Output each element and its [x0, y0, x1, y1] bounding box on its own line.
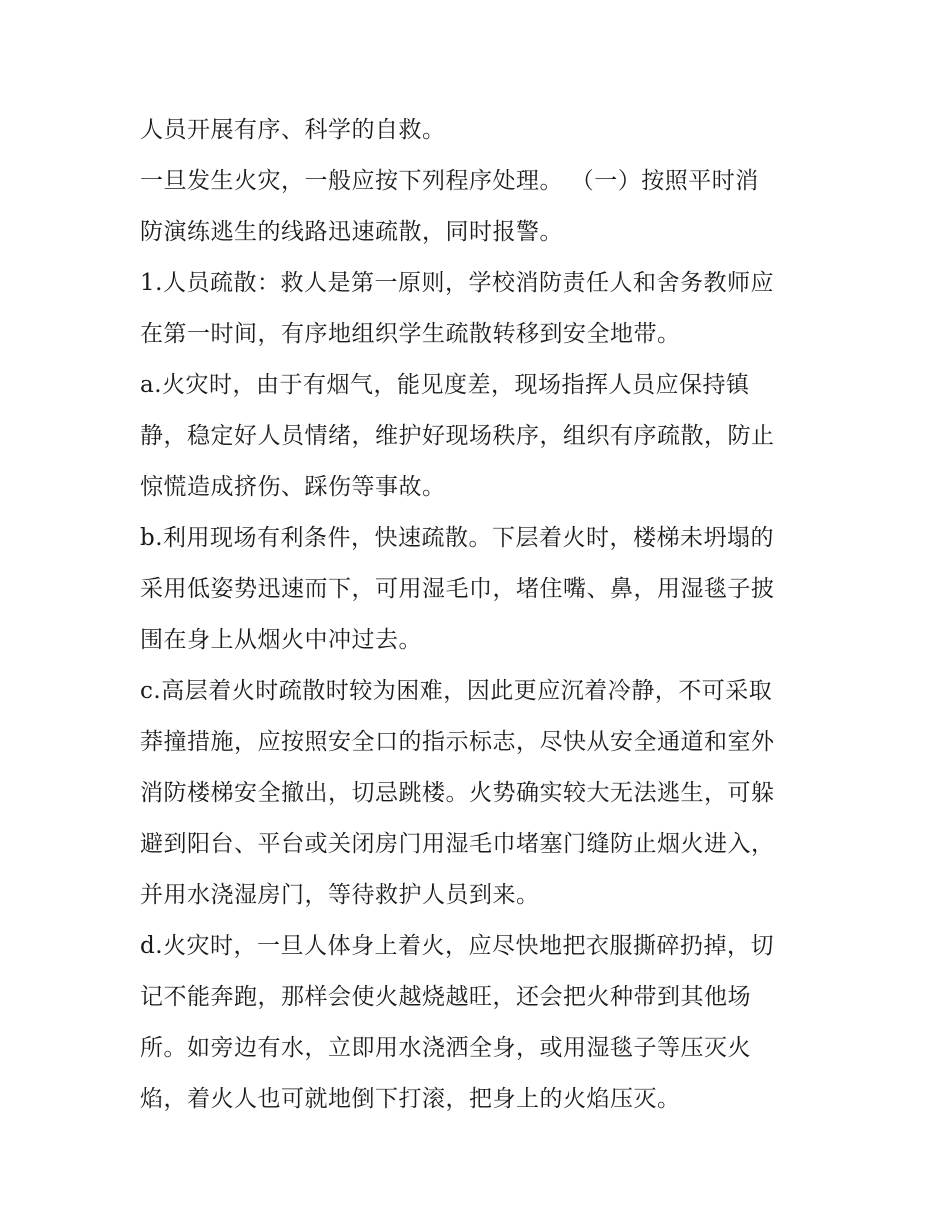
paragraph-item-a: [140, 360, 820, 513]
text-line: 围在身上从烟火中冲过去。: [140, 627, 422, 653]
text-line: 在第一时间，有序地组织学生疏散转移到安全地带。: [140, 321, 681, 347]
paragraph-item-d: [140, 921, 820, 1125]
text-line: a.火灾时，由于有烟气，能见度差，现场指挥人员应保持镇: [140, 372, 750, 398]
text-line: d.火灾时，一旦人体身上着火，应尽快地把衣服撕碎扔掉，切: [140, 933, 775, 959]
text-line: 莽撞措施，应按照安全口的指示标志，尽快从安全通道和室外: [140, 729, 775, 755]
text-line: 人员开展有序、科学的自救。: [140, 117, 446, 143]
text-line: 静，稳定好人员情绪，维护好现场秩序，组织有序疏散，防止: [140, 423, 775, 449]
text-line: 惊慌造成挤伤、踩伤等事故。: [140, 474, 446, 500]
text-line: 所。如旁边有水，立即用水浇洒全身，或用湿毯子等压灭火: [140, 1035, 751, 1061]
paragraph-evacuation: [140, 258, 820, 360]
text-line: 记不能奔跑，那样会使火越烧越旺，还会把火种带到其他场: [140, 984, 751, 1010]
text-line: 避到阳台、平台或关闭房门用湿毛巾堵塞门缝防止烟火进入，: [140, 831, 775, 857]
text-line: 焰，着火人也可就地倒下打滚，把身上的火焰压灭。: [140, 1086, 681, 1112]
text-line: 一旦发生火灾，一般应按下列程序处理。 （一）按照平时消: [140, 168, 759, 194]
document-body: [140, 105, 820, 1125]
text-line: b.利用现场有利条件，快速疏散。下层着火时，楼梯未坍塌的: [140, 525, 775, 551]
paragraph-self-rescue-intro: [140, 105, 820, 156]
text-line: c.高层着火时疏散时较为困难，因此更应沉着冷静，不可采取: [140, 678, 773, 704]
text-line: 1.人员疏散：救人是第一原则，学校消防责任人和舍务教师应: [140, 270, 774, 296]
text-line: 防演练逃生的线路迅速疏散，同时报警。: [140, 219, 563, 245]
text-line: 消防楼梯安全撤出，切忌跳楼。火势确实较大无法逃生，可躲: [140, 780, 775, 806]
paragraph-item-b: [140, 513, 820, 666]
text-line: 采用低姿势迅速而下，可用湿毛巾，堵住嘴、鼻，用湿毯子披: [140, 576, 775, 602]
paragraph-fire-procedure: [140, 156, 820, 258]
paragraph-item-c: [140, 666, 820, 921]
text-line: 并用水浇湿房门，等待救护人员到来。: [140, 882, 540, 908]
